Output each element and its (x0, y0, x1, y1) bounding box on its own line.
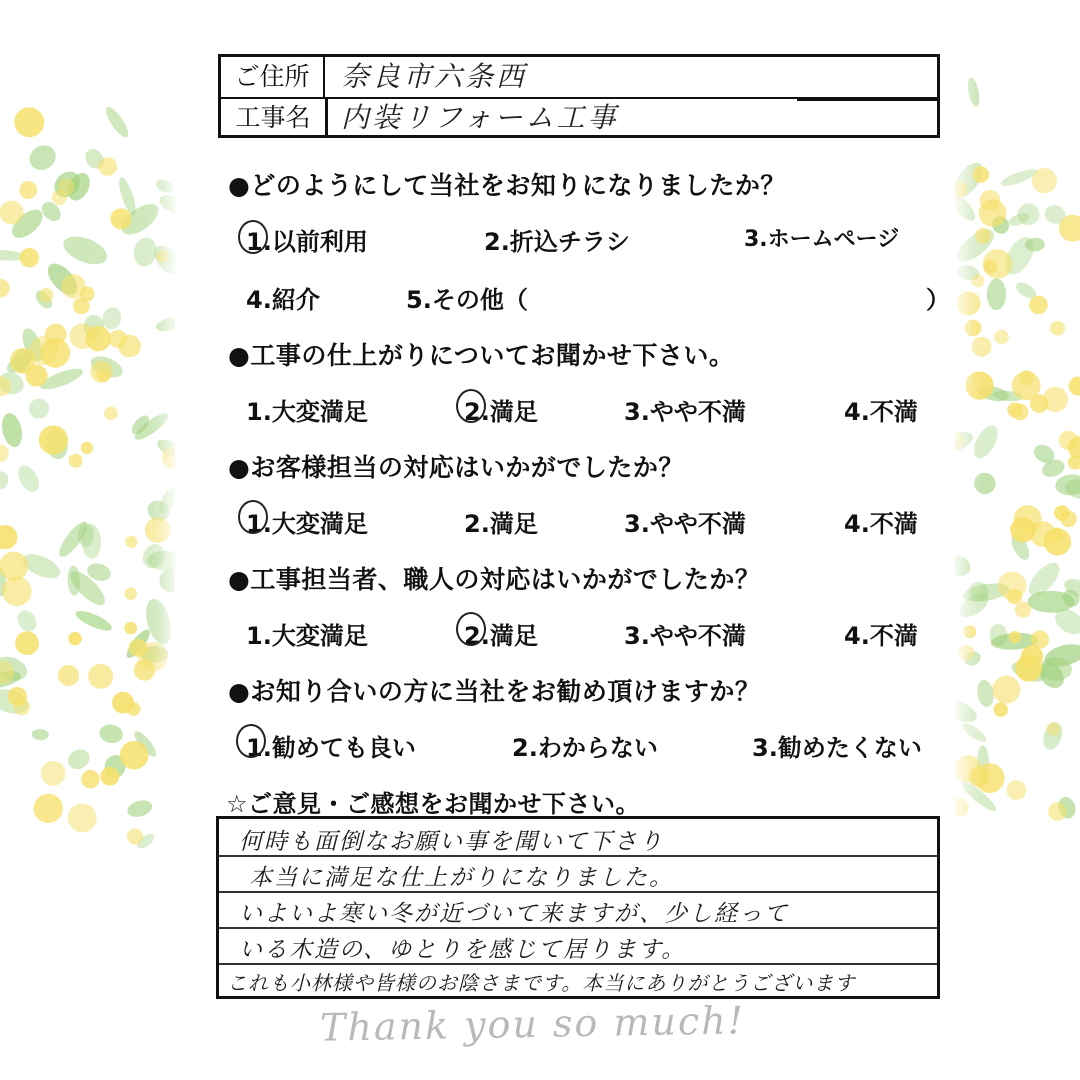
leaf (971, 470, 998, 497)
q2-option-1[interactable]: 1.大変満足 (246, 398, 368, 426)
flower (1007, 780, 1027, 800)
flower (100, 767, 119, 786)
work-value: 内装リフォーム工事 (341, 101, 619, 134)
flower (971, 274, 984, 287)
flower (26, 364, 48, 386)
leaf (64, 746, 93, 773)
q1-option-2[interactable]: 2.折込チラシ (484, 228, 630, 256)
flower (1068, 455, 1080, 470)
q1-option-1[interactable]: 1.以前利用 (246, 228, 368, 256)
flower (138, 642, 168, 672)
flower (61, 274, 85, 298)
leaf (14, 462, 43, 496)
flower (1050, 321, 1065, 336)
leaf (125, 798, 154, 820)
header-table (218, 54, 940, 138)
flower (1054, 505, 1070, 521)
flower (58, 665, 79, 686)
q4-option-1[interactable]: 1.大変満足 (246, 622, 368, 650)
flower (34, 794, 63, 823)
flower (45, 324, 67, 346)
flower (0, 525, 17, 549)
flower (992, 676, 1020, 704)
leaf (131, 235, 159, 268)
selection-circle (238, 220, 268, 254)
leaf (0, 469, 11, 492)
leaf (0, 411, 25, 449)
q1-option-5[interactable]: 5.その他（ (406, 286, 528, 314)
flower (1010, 517, 1035, 542)
flower (8, 687, 27, 706)
q5-option-3[interactable]: 3.勧めたくない (752, 734, 922, 762)
leaf (67, 565, 80, 596)
flower (69, 454, 83, 468)
flower (98, 157, 117, 176)
flower (15, 631, 39, 655)
flower (975, 228, 991, 244)
flower (994, 702, 1008, 716)
flower (81, 770, 99, 788)
flower (68, 803, 97, 832)
q4-option-3[interactable]: 3.やや不満 (624, 622, 746, 650)
flower (20, 248, 39, 267)
flower (972, 337, 992, 357)
q3-option-1[interactable]: 1.大変満足 (246, 510, 368, 538)
leaf (102, 104, 132, 140)
flower (998, 571, 1027, 600)
leaf (987, 278, 1007, 310)
leaf (154, 177, 176, 196)
flower (124, 622, 137, 635)
leaf (73, 607, 114, 634)
leaf (98, 723, 124, 745)
flower (39, 425, 68, 454)
leaf (25, 140, 61, 175)
flower (125, 536, 137, 548)
flower (1012, 371, 1041, 400)
q2-option-2[interactable]: 2.満足 (464, 398, 538, 426)
flower (109, 330, 127, 348)
comments-box (216, 816, 940, 999)
q2-option-4[interactable]: 4.不満 (844, 398, 918, 426)
flower (68, 632, 82, 646)
q5-option-2[interactable]: 2.わからない (512, 734, 658, 762)
comment-line-2: 本当に満足な仕上がりになりました。 (249, 865, 674, 891)
comment-line-4: いる木造の、ゆとりを感じて居ります。 (239, 937, 687, 963)
flower (69, 323, 95, 349)
q3-option-2[interactable]: 2.満足 (464, 510, 538, 538)
q5-option-1[interactable]: 1.勧めても良い (246, 734, 416, 762)
selection-circle (456, 612, 486, 646)
q3-option-3[interactable]: 3.やや不満 (624, 510, 746, 538)
leaf (969, 422, 1003, 463)
leaf (60, 231, 112, 270)
divider (325, 98, 328, 138)
q3-option-4[interactable]: 4.不満 (844, 510, 918, 538)
q1-option-3[interactable]: 3.ホームページ (744, 227, 900, 252)
question-1: ●どのようにして当社をお知りになりましたか？ (228, 171, 786, 200)
flower (90, 360, 112, 382)
flower (88, 664, 113, 689)
flower (958, 645, 974, 661)
flower (81, 442, 93, 454)
leaf (960, 720, 989, 745)
flower (0, 552, 28, 581)
flower (1047, 722, 1061, 736)
flower (1009, 631, 1021, 643)
thank-you-text: Thank you so much! (319, 998, 746, 1050)
flower (965, 371, 993, 399)
leaf (14, 607, 41, 635)
address-label: ご住所 (221, 57, 325, 97)
leaf (975, 679, 995, 708)
flower (965, 320, 982, 337)
flower (110, 208, 131, 229)
flower (983, 260, 997, 274)
comment-line-1: 何時も面倒なお願い事を聞いて下さり (239, 829, 664, 855)
comments-heading: ☆ご意見・ご感想をお聞かせ下さい。 (226, 790, 641, 818)
flower (1029, 296, 1048, 315)
leaf (26, 395, 53, 422)
flower (0, 201, 24, 225)
flower (104, 406, 118, 420)
flower (156, 250, 168, 262)
flower (963, 625, 976, 638)
q2-option-3[interactable]: 3.やや不満 (624, 398, 746, 426)
flower (41, 761, 66, 786)
q4-option-2[interactable]: 2.満足 (464, 622, 538, 650)
flower (1032, 168, 1057, 193)
work-row (221, 98, 937, 138)
flower (120, 741, 149, 770)
q1-option-4[interactable]: 4.紹介 (246, 286, 320, 314)
q4-option-4[interactable]: 4.不満 (844, 622, 918, 650)
flower (994, 330, 1009, 345)
flower (14, 107, 44, 137)
flower (972, 166, 989, 183)
selection-circle (236, 724, 266, 758)
leaf (966, 77, 982, 108)
question-2: ●工事の仕上がりについてお聞かせ下さい。 (228, 341, 735, 370)
flower (2, 576, 32, 606)
flower (968, 767, 988, 787)
flower (0, 279, 10, 297)
flower (52, 190, 67, 205)
flower (1012, 404, 1029, 421)
flower (39, 288, 53, 302)
flower (125, 588, 137, 600)
flower (145, 517, 171, 543)
comment-line-3: いよいよ寒い冬が近づいて来ますが、少し経って (239, 901, 789, 927)
question-5: ●お知り合いの方に当社をお勧め頂けますか？ (228, 677, 761, 706)
question-3: ●お客様担当の対応はいかがでしたか？ (228, 453, 684, 482)
flower (0, 445, 9, 463)
address-row (221, 57, 937, 99)
flower (957, 292, 981, 316)
flower (73, 298, 90, 315)
flower (979, 199, 1007, 227)
flower (1021, 645, 1043, 667)
flower (19, 181, 37, 199)
flower (1059, 431, 1078, 450)
leaf (31, 728, 49, 740)
work-label: 工事名 (235, 103, 311, 132)
flower (127, 828, 143, 844)
address-value: 奈良市六条西 (341, 60, 528, 93)
q1-option-5-close: ） (926, 286, 950, 314)
flower (127, 702, 141, 716)
selection-circle (238, 500, 268, 534)
flower (1048, 802, 1067, 821)
comment-line-5: これも小林様や皆様のお陰さまです。本当にありがとうございます (227, 971, 856, 995)
flower (1069, 377, 1080, 396)
question-4: ●工事担当者、職人の対応はいかがでしたか？ (228, 565, 761, 594)
flower (1015, 602, 1031, 618)
selection-circle (456, 389, 486, 423)
